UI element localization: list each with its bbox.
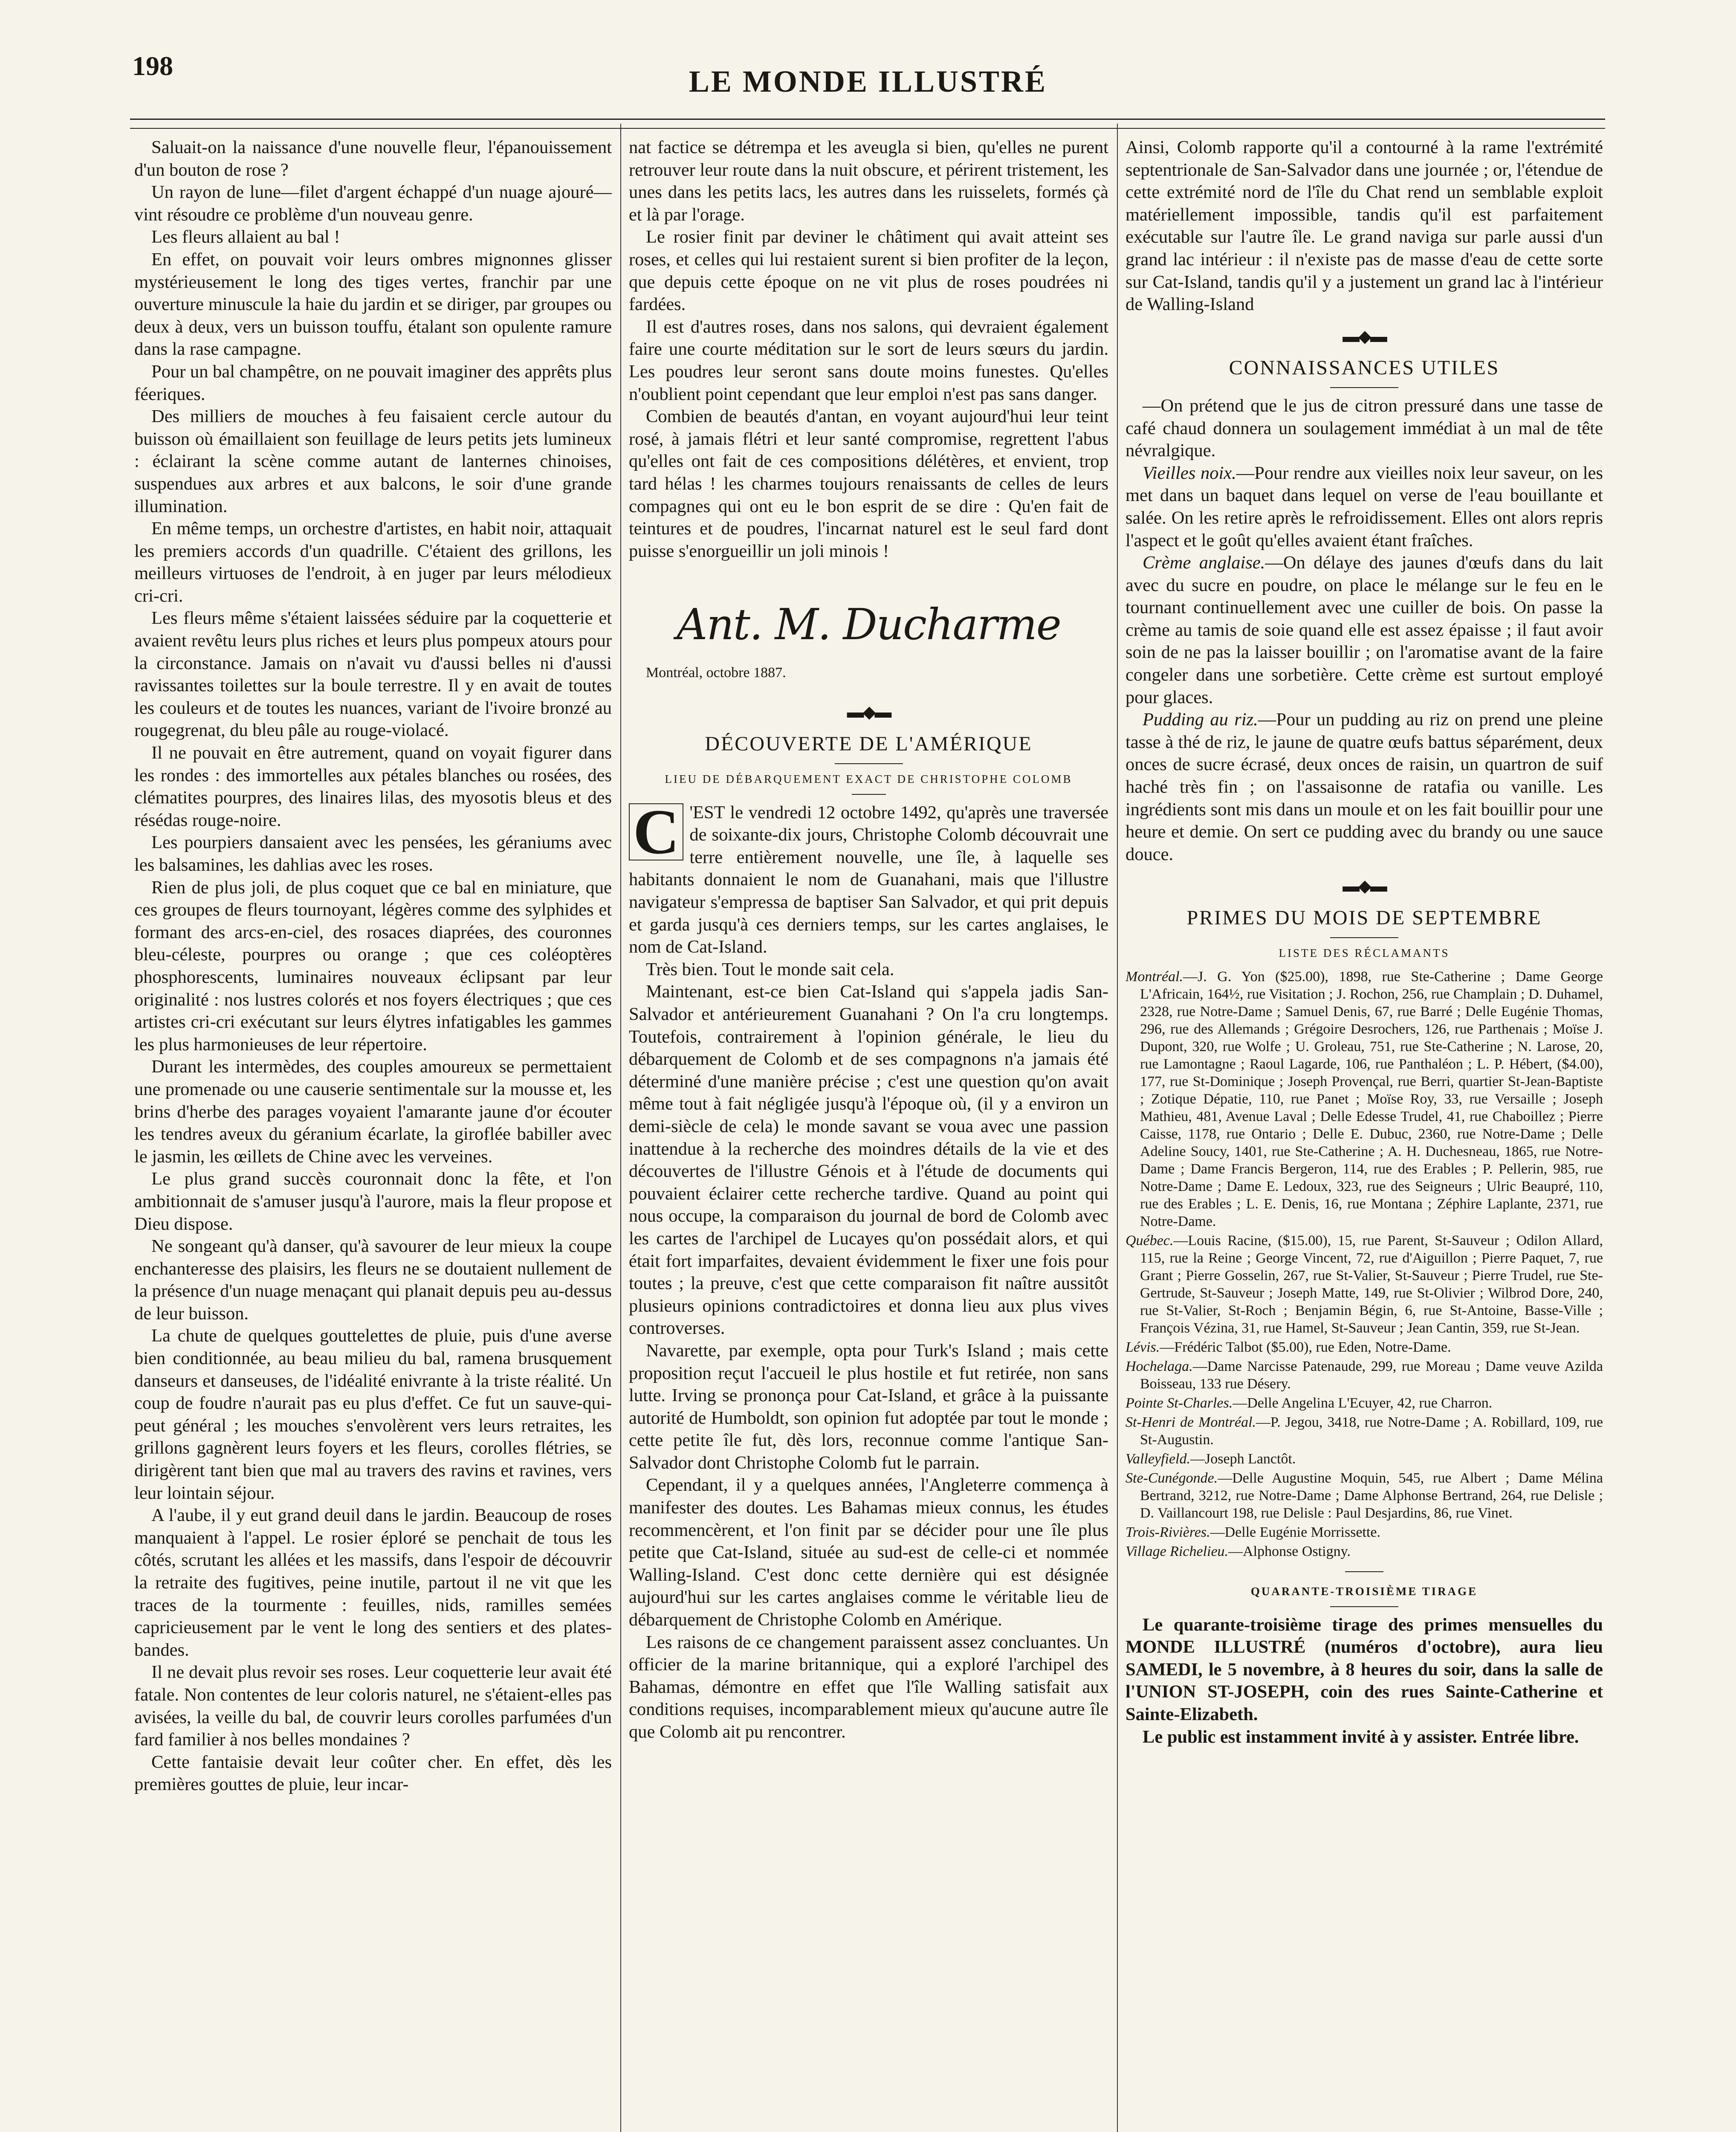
tip-name: Vieilles noix. (1143, 463, 1236, 483)
entry-text: —Delle Eugénie Morrissette. (1210, 1524, 1381, 1540)
entry-text: —Delle Angelina L'Ecuyer, 42, rue Charron. (1233, 1395, 1493, 1411)
paragraph: Durant les intermèdes, des couples amoureux se permettaient une promenade ou une causerie sentimentale sur la mousse et, les brins d'herbe des parages voyaient l'amarante jaune d'or écouter les tendres aveux du géranium écarlate, la giroflée babiller avec le jasmin, les œillets de Chine avec les verveines. (134, 1057, 612, 1167)
short-rule (1330, 1606, 1398, 1607)
short-rule (852, 794, 886, 795)
list-item (1126, 1543, 1603, 1560)
paragraph: Le plus grand succès couronnait donc la fête, et l'on ambitionnait de s'amuser jusqu'à l'aurore, mais la fleur propose et Dieu dispose. (134, 1169, 612, 1234)
entry-text: —Dame Narcisse Patenaude, 299, rue Moreau ; Dame veuve Azilda Boisseau, 133 rue Désery. (1140, 1358, 1603, 1392)
paragraph: Cette fantaisie devait leur coûter cher. En effet, dès les premières gouttes de pluie, leur incar- (134, 1752, 612, 1795)
paragraph: Les fleurs allaient au bal ! (151, 227, 340, 247)
paragraph: Les pourpiers dansaient avec les pensées, les géraniums avec les balsamines, les dahlias avec les roses. (134, 832, 612, 875)
entry-text: —P. Jegou, 3418, rue Notre-Dame ; A. Robillard, 109, rue St-Augustin. (1140, 1414, 1603, 1448)
drop-cap: C (629, 803, 683, 860)
entry-text: —Frédéric Talbot ($5.00), rue Eden, Notre-Dame. (1160, 1339, 1451, 1355)
paragraph: Il ne pouvait en être autrement, quand on voyait figurer dans les rondes : des immortelles aux pétales blanches ou rosées, des clématites pourpres, des linaires lilas, des myosotis bleus et des résédas rouge-noire. (134, 743, 612, 830)
entry-text: —J. G. Yon ($25.00), 1898, rue Ste-Catherine ; Dame George L'Africain, 164½, rue Visitation ; J. Rochon, 256, rue Champlain ; D. Duhamel, 2328, rue Notre-Dame ; Samuel Denis, 67, rue Barré ; Delle Eugénie Thomas, 296, rue des Allemands ; Grégoire Desrochers, 126, rue Parthenais ; Moïse J. Dupont, 320, rue Wolfe ; U. Groleau, 751, rue Ste-Catherine ; N. Larose, 20, rue Lamontagne ; Raoul Lagarde, 106, rue Panthaléon ; L. P. Hébert, ($4.00), 177, rue St-Dominique ; Joseph Provençal, rue Berri, quartier St-Jean-Baptiste ; Zotique Dépatie, 110, rue Panet ; Moïse Roy, 33, rue Versaille ; Joseph Mathieu, 481, Avenue Laval ; Delle Edesse Trudel, 41, rue Chaboillez ; Pierre Caisse, 1178, rue Ontario ; Delle E. Dubuc, 2360, rue Notre-Dame ; Delle Adeline Soucy, 1401, rue Ste-Catherine ; A. H. Duchesneau, 1865, rue Notre-Dame ; Dame Francis Bergeron, 114, rue des Erables ; P. Pellerin, 985, rue Notre-Dame ; Dame E. Ledoux, 323, rue des Seigneurs ; Ulric Beaupré, 110, rue des Erables ; L. E. Denis, 16, rue Montana ; Zéphire Laplante, 2371, rue Notre-Dame. (1140, 968, 1603, 1229)
list-item (1126, 1450, 1603, 1468)
place-name: St-Henri de Montréal. (1126, 1414, 1256, 1430)
tip-name: Crème anglaise. (1143, 553, 1265, 573)
ornament-divider: ▬◆▬ (847, 702, 891, 722)
paragraph: nat factice se détrempa et les aveugla si bien, qu'elles ne purent retrouver leur route dans la nuit obscure, et périrent tristement, les unes dans les petits lacs, les autres dans les ruisselets, formés çà et là par l'orage. (629, 137, 1108, 225)
tip-name: Pudding au riz. (1143, 710, 1258, 730)
section-title-connaissances: CONNAISSANCES UTILES (1229, 356, 1500, 379)
place-name: Village Richelieu. (1126, 1543, 1229, 1559)
column-divider (1117, 124, 1118, 2132)
tip-text: —Pour rendre aux vieilles noix leur saveur, on les met dans un baquet dans lequel on verse de l'eau bouillante et salée. On les retire après le refroidissement. Elles ont alors repris l'aspect et le goût qu'elles avaient étant fraîches. (1126, 463, 1603, 550)
section-title-primes: PRIMES DU MOIS DE SEPTEMBRE (1186, 907, 1542, 929)
paragraph: Des milliers de mouches à feu faisaient cercle autour du buisson où émaillaient son feuillage de leurs petits jets lumineux : éclairant la scène comme autant de lanternes chinoises, suspendues aux arbres et aux balcons, le soir d'une grande illumination. (134, 406, 612, 516)
author-signature: Ant. M. Ducharme (677, 600, 1061, 650)
paragraph: Combien de beautés d'antan, en voyant aujourd'hui leur teint rosé, à jamais flétri et leur santé compromise, regrettent l'abus qu'elles ont fait de ces compositions délétères, et envient, trop tard hélas ! les charmes toujours renaissants de celles de leurs compagnes qui ont eu le bon esprit de se dire : Qu'en fait de teintures et de poudres, l'incarnat naturel est le seul fard dont puisse s'enorgueillir un joli minois ! (629, 406, 1108, 561)
paragraph: Le rosier finit par deviner le châtiment qui avait atteint ses roses, et celles qui lui restaient surent si bien profiter de la leçon, que depuis cette époque on ne vit plus de roses poudrées ni fardées. (629, 227, 1108, 315)
tip-paragraph (1126, 462, 1603, 552)
paragraph: A l'aube, il y eut grand deuil dans le jardin. Beaucoup de roses manquaient à l'appel. Le rosier éploré se penchait de tous les côtés, scrutant les allées et les massifs, dans l'espoir de découvrir la retraite des fugitives, peine inutile, partout il ne vit que les traces de la tourmente : feuilles, nids, ramilles semées capricieusement par le vent le long des sentiers et des plates-bandes. (134, 1505, 612, 1660)
entry-text: —Joseph Lanctôt. (1190, 1451, 1296, 1467)
place-name: Ste-Cunégonde. (1126, 1470, 1218, 1486)
place-name: Valleyfield. (1126, 1451, 1191, 1467)
short-rule (835, 763, 903, 764)
paragraph: La chute de quelques gouttelettes de pluie, puis d'une averse bien conditionnée, au beau milieu du bal, ramena brusquement danseurs et danseuses, de l'idéalité enivrante à la triste réalité. Un coup de foudre n'aurait pas eu plus d'effet. Ce fut un sauve-qui-peut général ; les mouches s'envolèrent vers leurs retraites, les grillons gagnèrent leurs foyers et les fleurs, corolles flétries, se dirigèrent tant bien que mal au travers des ravins et ravines, vers leur lointain séjour. (134, 1326, 612, 1503)
entry-text: —Alphonse Ostigny. (1228, 1543, 1351, 1559)
paragraph: En effet, on pouvait voir leurs ombres mignonnes glisser mystérieusement le long des tiges vertes, franchir par une ouverture minuscule la haie du jardin et se diriger, par groupes ou deux à deux, vers un buisson touffu, étalant son opulente ramure dans la rase campagne. (134, 249, 612, 359)
short-rule (1330, 387, 1398, 388)
section-subtitle: LIEU DE DÉBARQUEMENT EXACT DE CHRISTOPHE COLOMB (665, 772, 1073, 785)
paragraph: Saluait-on la naissance d'une nouvelle fleur, l'épanouissement d'un bouton de rose ? (134, 137, 612, 180)
entry-text: —Delle Augustine Moquin, 545, rue Albert ; Dame Mélina Bertrand, 3212, rue Notre-Dame ; Dame Alphonse Bertrand, 264, rue Delisle ; D. Vaillancourt 198, rue Delisle : Paul Desjardins, 86, rue Vinet. (1140, 1470, 1603, 1521)
place-name: Trois-Rivières. (1126, 1524, 1210, 1540)
column-2 (629, 136, 1108, 2132)
place-name: Pointe St-Charles. (1126, 1395, 1233, 1411)
paragraph: Rien de plus joli, de plus coquet que ce bal en miniature, que ces groupes de fleurs tournoyant, légères comme des sylphides et formant des arcs-en-ciel, des rosaces diaprées, des couronnes bleu-céleste, pourpres ou orange ; que ces coléoptères phosphorescents, luminaires nouveaux éclipsant par leur originalité : nos lustres colorés et nos foyers électriques ; que ces artistes cri-cri exécutant sur leurs élytres infatigables les gammes les plus harmonieuses de leur répertoire. (134, 877, 612, 1054)
tip-paragraph (1126, 709, 1603, 866)
paragraph: Le public est instamment invité à y assister. Entrée libre. (1143, 1726, 1579, 1747)
list-item (1126, 1358, 1603, 1393)
paragraph: Cependant, il y a quelques années, l'Angleterre commença à manifester des doutes. Les Bahamas mieux connus, les études recommencèrent, et l'on finit par se décider pour une île plus petite que Cat-Island, située au sud-est de celle-ci et nommée Walling-Island. C'est donc cette dernière qui est désignée aujourd'hui sur les cartes anglaises comme le véritable lieu de débarquement de Christophe Colomb en Amérique. (629, 1475, 1108, 1630)
paragraph: En même temps, un orchestre d'artistes, en habit noir, attaquait les premiers accords d'un quadrille. C'étaient des grillons, les meilleurs virtuoses de l'endroit, à en juger par leurs mélodieux cri-cri. (134, 519, 612, 606)
reclamants-list (1126, 968, 1603, 1560)
ornament-divider: ▬◆▬ (1343, 876, 1386, 896)
paragraph: Maintenant, est-ce bien Cat-Island qui s'appela jadis San-Salvador et antérieurement Guanahani ? On l'a cru longtemps. Toutefois, contrairement à l'opinion générale, le lieu du débarquement de Colomb et de ses compagnons n'a jamais été déterminé d'une manière précise ; c'est une question qu'on avait même tout à fait négligée jusqu'à l'époque où, (il y a environ un demi-siècle de cela) le monde savant se voua avec une passion inattendue à la recherche des moindres détails de la vie et des découvertes de l'illustre Génois et à l'étude de documents qui pouvaient éclairer cette recherche tardive. Quand au point qui nous occupe, la comparaison du journal de bord de Colomb avec les cartes de l'archipel de Lucayes qu'on possédait alors, et qui était fort imparfaites, devaient évidemment le fixer une fois pour toutes ; la preuve, c'est que cette comparaison fit naître aussitôt plusieurs opinions contradictoires et donna lieu aux plus vives controverses. (629, 982, 1108, 1338)
section-title-tirage: QUARANTE-TROISIÈME TIRAGE (1250, 1585, 1478, 1598)
tip-text: —On délaye des jaunes d'œufs dans du lait avec du sucre en poudre, on place le mélange sur le feu en le tournant continuellement avec une cuiller de bois. On passe la crème au tamis de soie quand elle est assez épaisse ; il faut avoir soin de ne pas la laisser bouillir ; on l'aromatise avant de la faire congeler dans une sorbetière. Cette crème est surtout employé pour glaces. (1126, 553, 1603, 707)
section-subtitle: LISTE DES RÉCLAMANTS (1279, 946, 1450, 959)
list-item (1126, 1469, 1603, 1522)
paragraph: Les raisons de ce changement paraissent assez concluantes. Un officier de la marine britannique, qui a exploré l'archipel des Bahamas, démontre en effet que l'île Walling satisfait aux conditions requises, incomparablement mieux qu'aucune autre île que Colomb ait pu rencontrer. (629, 1632, 1108, 1742)
list-item (1126, 1414, 1603, 1448)
entry-text: —Louis Racine, ($15.00), 15, rue Parent, St-Sauveur ; Odilon Allard, 115, rue la Reine ; George Vincent, 72, rue d'Aiguillon ; Pierre Paquet, 7, rue Grant ; Pierre Gosselin, 267, rue St-Valier, St-Sauveur ; Pierre Trudel, rue Ste-Gertrude, St-Sauveur ; Joseph Matte, 149, rue St-Olivier ; Wilbrod Dore, 240, rue St-Valier, St-Roch ; Benjamin Bégin, 6, rue St-Antoine, Basse-Ville ; François Vézina, 31, rue Hamel, St-Sauveur ; Jean Cantin, 359, rue St-Jean. (1140, 1232, 1603, 1336)
paragraph (629, 796, 1108, 959)
list-item (1126, 1394, 1603, 1412)
column-3 (1126, 136, 1603, 2132)
paragraph: —On prétend que le jus de citron pressuré dans une tasse de café chaud donnera un soulagement immédiat à un mal de tête névralgique. (1126, 395, 1603, 461)
tip-text: —Pour un pudding au riz on prend une pleine tasse à thé de riz, le jaune de quatre œufs battus séparément, deux onces de sucre écrasé, deux onces de raisin, un quartron de suif haché très fin ; on l'assaisonne de ratafia ou vanille. Les ingrédients sont mis dans un moule et on les fait bouillir pour une heure et demie. On sert ce pudding avec du brandy ou une sauce douce. (1126, 710, 1603, 864)
header-rule (130, 119, 1605, 120)
column-divider (620, 124, 621, 2132)
list-item (1126, 968, 1603, 1230)
header-rule-thin (130, 128, 1605, 129)
masthead-title: LE MONDE ILLUSTRÉ (689, 64, 1047, 98)
section-title-decouverte: DÉCOUVERTE DE L'AMÉRIQUE (705, 733, 1033, 756)
paragraph: Ainsi, Colomb rapporte qu'il a contourné à la rame l'extrémité septentrionale de San-Salvador dans une journée ; or, l'étendue de cette extrémité nord de l'île du Chat rend un semblable exploit matériellement impossible, tandis qu'il est parfaitement exécutable sur l'autre île. Le grand naviga sur parle aussi d'un grand lac intérieur : il n'existe pas de masse d'eau de cette sorte sur Cat-Island, tandis qu'il y a justement un grand lac à l'intérieur de Walling-Island (1126, 137, 1603, 315)
column-1 (134, 136, 612, 2132)
short-rule (1330, 937, 1398, 938)
paragraph: Les fleurs même s'étaient laissées séduire par la coquetterie et avaient revêtu leurs plus riches et leurs plus pompeux atours pour la circonstance. Jamais on n'avait vu d'aussi belles ni d'aussi ravissantes toilettes sur la boule terrestre. Il y en avait de toutes les couleurs et de toutes les nuances, variant de l'ivoire bronzé au rougegrenat, du bleu pâle au rouge-violacé. (134, 608, 612, 741)
page-number: 198 (132, 51, 173, 81)
paragraph: Pour un bal champêtre, on ne pouvait imaginer des apprêts plus féeriques. (134, 361, 612, 404)
paragraph: Il est d'autres roses, dans nos salons, qui devraient également faire une courte méditation sur le sort de leurs sœurs du jardin. Les poudres leur seront sans doute moins funestes. Qu'elles n'oublient point cependant que leur emploi n'est pas sans danger. (629, 316, 1108, 404)
place-name: Québec. (1126, 1232, 1174, 1248)
place-name: Lévis. (1126, 1339, 1160, 1355)
dateline: Montréal, octobre 1887. (646, 664, 786, 681)
paragraph: Un rayon de lune—filet d'argent échappé d'un nuage ajouré—vint résoudre ce problème d'un nouveau genre. (134, 182, 612, 225)
paragraph-text: 'EST le vendredi 12 octobre 1492, qu'après une traversée de soixante-dix jours, Christophe Colomb découvrait une terre entièrement nouvelle, une île, à laquelle ses habitants donnaient le nom de Guanahani, mais que l'illustre navigateur s'empressa de baptiser San Salvador, et qui prit depuis et garda jusqu'à ces derniers temps, sur les cartes anglaises, le nom de Cat-Island. (629, 802, 1108, 957)
paragraph: Navarette, par exemple, opta pour Turk's Island ; mais cette proposition reçut l'accueil le plus hostile et fut retirée, non sans lutte. Irving se prononça pour Cat-Island, et grâce à la puissante autorité de Humboldt, son opinion fut adoptée par tout le monde ; cette petite île fut, dès lors, reconnue comme l'antique San-Salvador dont Christophe Colomb fut le parrain. (629, 1340, 1108, 1473)
list-item (1126, 1232, 1603, 1337)
paragraph: Le quarante-troisième tirage des primes mensuelles du MONDE ILLUSTRÉ (numéros d'octobre), aura lieu SAMEDI, le 5 novembre, à 8 heures du soir, dans la salle de l'UNION ST-JOSEPH, coin des rues Sainte-Catherine et Sainte-Elizabeth. (1126, 1614, 1603, 1724)
tip-paragraph (1126, 552, 1603, 709)
paragraph: Ne songeant qu'à danser, qu'à savourer de leur mieux la coupe enchanteresse des plaisirs, les fleurs ne se doutaient nullement de la présence d'un nuage menaçant qui planait depuis peu au-dessus de leur buisson. (134, 1236, 612, 1324)
list-item (1126, 1524, 1603, 1541)
place-name: Montréal. (1126, 968, 1183, 985)
paragraph: Très bien. Tout le monde sait cela. (646, 959, 894, 979)
ornament-divider: ▬◆▬ (1343, 326, 1386, 346)
place-name: Hochelaga. (1126, 1358, 1193, 1374)
short-rule (1345, 1571, 1383, 1572)
list-item (1126, 1338, 1603, 1356)
paragraph: Il ne devait plus revoir ses roses. Leur coquetterie leur avait été fatale. Non contentes de leur coloris naturel, ne s'étaient-elles pas avisées, la veille du bal, de couvrir leurs corolles parfumées d'un fard familier à nos belles mondaines ? (134, 1662, 612, 1750)
